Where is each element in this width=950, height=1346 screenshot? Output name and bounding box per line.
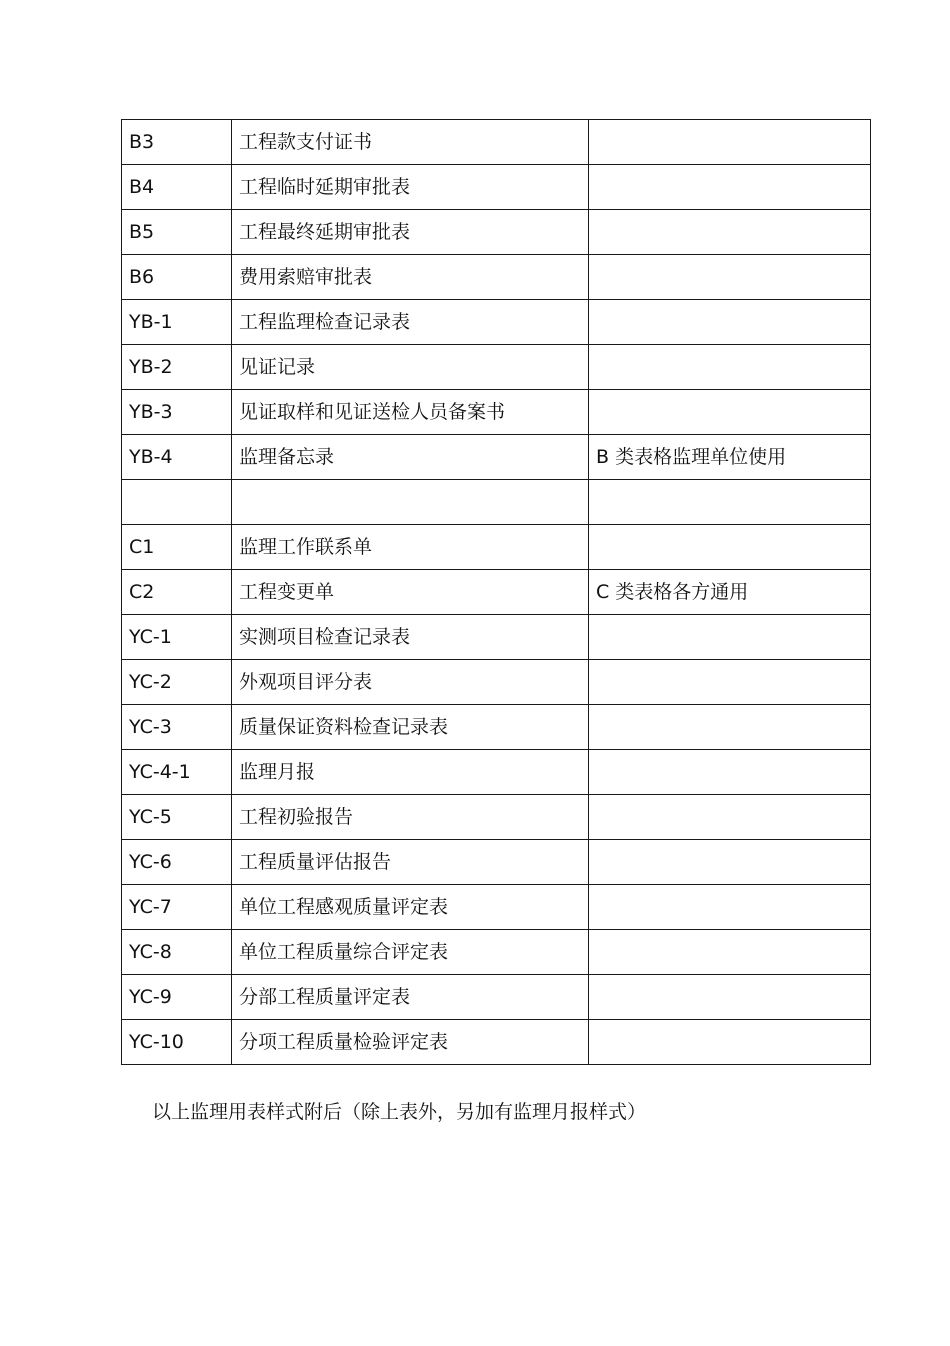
table-row <box>122 885 871 930</box>
table-row <box>122 525 871 570</box>
form-note-cell <box>589 615 871 660</box>
form-code-cell: YC-5 <box>122 795 232 840</box>
footnote-text: 以上监理用表样式附后（除上表外，另加有监理月报样式） <box>152 1101 647 1123</box>
form-code-cell: YB-4 <box>122 435 232 480</box>
form-note-cell <box>589 660 871 705</box>
form-note-cell <box>589 165 871 210</box>
form-note-cell <box>589 255 871 300</box>
form-note-cell: B 类表格监理单位使用 <box>589 435 871 480</box>
table-row <box>122 435 871 480</box>
form-name-cell: 工程款支付证书 <box>232 120 589 165</box>
form-note-cell <box>589 840 871 885</box>
form-note-cell <box>589 930 871 975</box>
form-code-cell: B6 <box>122 255 232 300</box>
form-note-cell <box>589 705 871 750</box>
form-code-cell: YC-10 <box>122 1020 232 1065</box>
form-list-body <box>122 120 871 1065</box>
table-row <box>122 570 871 615</box>
form-name-cell: 监理备忘录 <box>232 435 589 480</box>
table-row <box>122 795 871 840</box>
form-list-table <box>121 119 871 1065</box>
table-row <box>122 390 871 435</box>
form-code-cell: YB-3 <box>122 390 232 435</box>
table-row <box>122 705 871 750</box>
form-note-cell <box>589 525 871 570</box>
table-row <box>122 975 871 1020</box>
form-code-cell: B5 <box>122 210 232 255</box>
form-name-cell: 单位工程质量综合评定表 <box>232 930 589 975</box>
form-code-cell: YC-4-1 <box>122 750 232 795</box>
table-row <box>122 165 871 210</box>
form-name-cell: 见证记录 <box>232 345 589 390</box>
form-name-cell: 实测项目检查记录表 <box>232 615 589 660</box>
form-note-cell <box>589 480 871 525</box>
form-note-cell <box>589 975 871 1020</box>
form-name-cell: 工程监理检查记录表 <box>232 300 589 345</box>
form-name-cell: 外观项目评分表 <box>232 660 589 705</box>
form-code-cell: YB-2 <box>122 345 232 390</box>
table-row <box>122 930 871 975</box>
form-code-cell: YC-1 <box>122 615 232 660</box>
form-name-cell <box>232 480 589 525</box>
form-code-cell: B4 <box>122 165 232 210</box>
form-code-cell: YC-2 <box>122 660 232 705</box>
form-note-cell <box>589 210 871 255</box>
form-name-cell: 分项工程质量检验评定表 <box>232 1020 589 1065</box>
form-name-cell: 质量保证资料检查记录表 <box>232 705 589 750</box>
form-code-cell: YC-8 <box>122 930 232 975</box>
table-row <box>122 840 871 885</box>
form-note-cell <box>589 795 871 840</box>
form-note-cell: C 类表格各方通用 <box>589 570 871 615</box>
table-row <box>122 345 871 390</box>
form-code-cell: YC-7 <box>122 885 232 930</box>
form-note-cell <box>589 300 871 345</box>
form-name-cell: 工程初验报告 <box>232 795 589 840</box>
form-name-cell: 见证取样和见证送检人员备案书 <box>232 390 589 435</box>
table-row <box>122 120 871 165</box>
form-name-cell: 监理工作联系单 <box>232 525 589 570</box>
form-name-cell: 监理月报 <box>232 750 589 795</box>
table-row <box>122 255 871 300</box>
form-code-cell: YC-6 <box>122 840 232 885</box>
table-row <box>122 480 871 525</box>
table-row <box>122 660 871 705</box>
form-note-cell <box>589 885 871 930</box>
form-code-cell: C1 <box>122 525 232 570</box>
form-name-cell: 工程最终延期审批表 <box>232 210 589 255</box>
form-name-cell: 工程质量评估报告 <box>232 840 589 885</box>
table-row <box>122 750 871 795</box>
table-row <box>122 210 871 255</box>
form-name-cell: 工程变更单 <box>232 570 589 615</box>
form-note-cell <box>589 750 871 795</box>
table-row <box>122 615 871 660</box>
form-name-cell: 工程临时延期审批表 <box>232 165 589 210</box>
form-code-cell: YC-9 <box>122 975 232 1020</box>
form-note-cell <box>589 345 871 390</box>
form-code-cell <box>122 480 232 525</box>
form-name-cell: 单位工程感观质量评定表 <box>232 885 589 930</box>
form-code-cell: C2 <box>122 570 232 615</box>
form-name-cell: 分部工程质量评定表 <box>232 975 589 1020</box>
form-code-cell: YB-1 <box>122 300 232 345</box>
table-row <box>122 1020 871 1065</box>
form-note-cell <box>589 390 871 435</box>
form-note-cell <box>589 1020 871 1065</box>
form-code-cell: B3 <box>122 120 232 165</box>
form-code-cell: YC-3 <box>122 705 232 750</box>
form-note-cell <box>589 120 871 165</box>
form-name-cell: 费用索赔审批表 <box>232 255 589 300</box>
table-row <box>122 300 871 345</box>
